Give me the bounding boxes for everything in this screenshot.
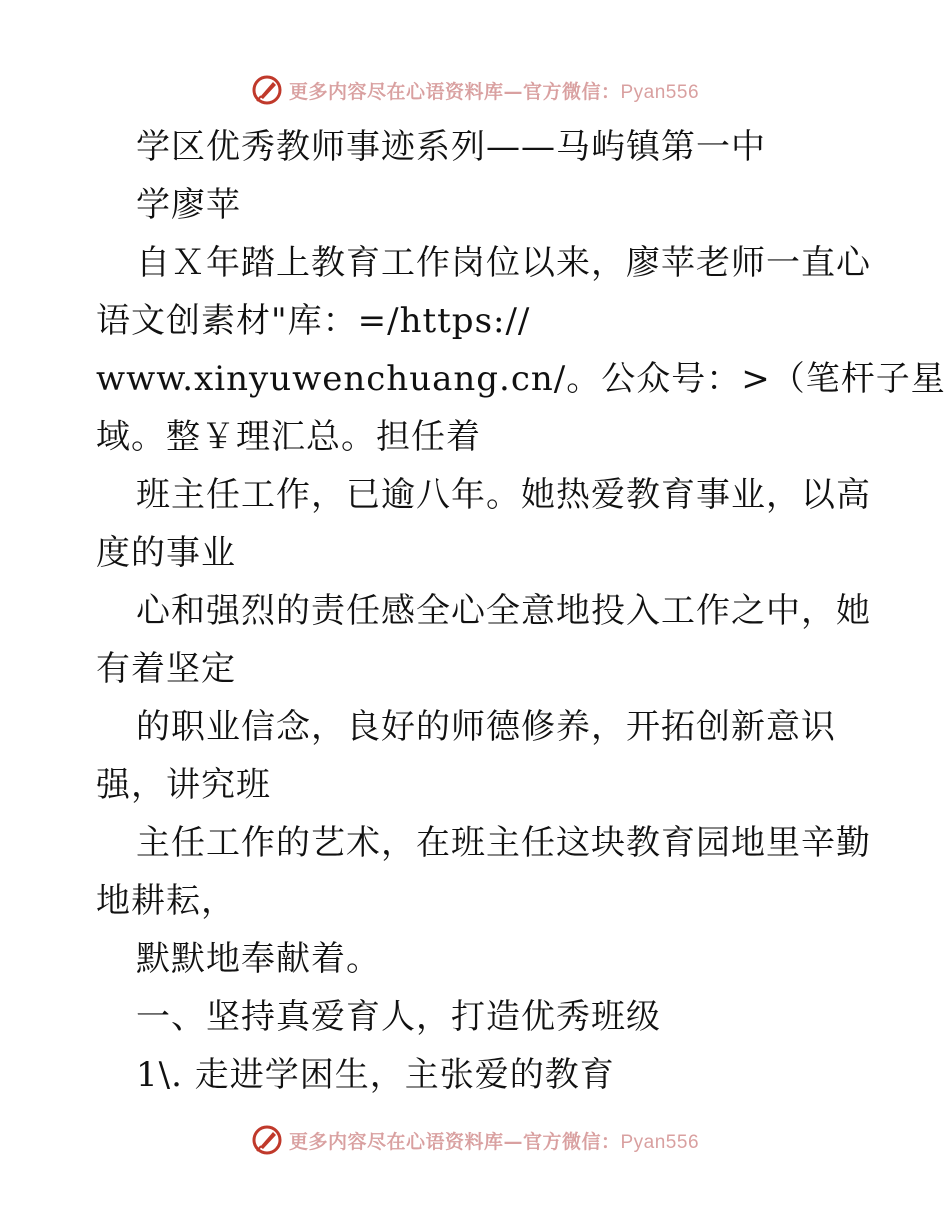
title-line-2: 学廖苹	[136, 185, 241, 225]
paragraph-line: 心和强烈的责任感全心全意地投入工作之中，她	[136, 591, 871, 631]
paragraph-line: 度的事业	[96, 533, 236, 573]
paragraph-line: 班主任工作，已逾八年。她热爱教育事业，以高	[136, 475, 871, 515]
header-banner-text: 更多内容尽在心语资料库—官方微信：Pyan556	[288, 80, 700, 103]
paragraph-line: 地耕耘，	[96, 881, 236, 921]
footer-banner	[0, 1120, 950, 1160]
document-body	[96, 118, 946, 1104]
footer-banner-text: 更多内容尽在心语资料库—官方微信：Pyan556	[288, 1130, 700, 1153]
paragraph-line: 默默地奉献着。	[136, 939, 381, 979]
paragraph-line: 的职业信念，良好的师德修养，开拓创新意识	[136, 707, 836, 747]
paragraph-line: 语文创素材"库：=/https://	[96, 301, 531, 341]
paragraph-line: 域。整￥理汇总。担任着	[96, 417, 481, 457]
header-wechat-id: Pyan556	[620, 81, 700, 103]
paragraph-line: 有着坚定	[96, 649, 236, 689]
title-line-1: 学区优秀教师事迹系列——马屿镇第一中	[136, 127, 766, 167]
paragraph-line: 强，讲究班	[96, 765, 271, 805]
paragraph-line: www.xinyuwenchuang.cn/。公众号：>（笔杆子星	[96, 359, 946, 399]
footer-wechat-id: Pyan556	[620, 1131, 700, 1153]
quill-logo-icon	[251, 1124, 283, 1156]
paragraph-line: 主任工作的艺术，在班主任这块教育园地里辛勤	[136, 823, 871, 863]
paragraph-line: 自Ｘ年踏上教育工作岗位以来，廖苹老师一直心	[136, 243, 871, 283]
header-banner	[0, 70, 950, 110]
subsection-heading: 1\. 走进学困生，主张爱的教育	[136, 1055, 615, 1095]
quill-logo-icon	[251, 74, 283, 106]
section-heading: 一、坚持真爱育人，打造优秀班级	[136, 997, 661, 1037]
